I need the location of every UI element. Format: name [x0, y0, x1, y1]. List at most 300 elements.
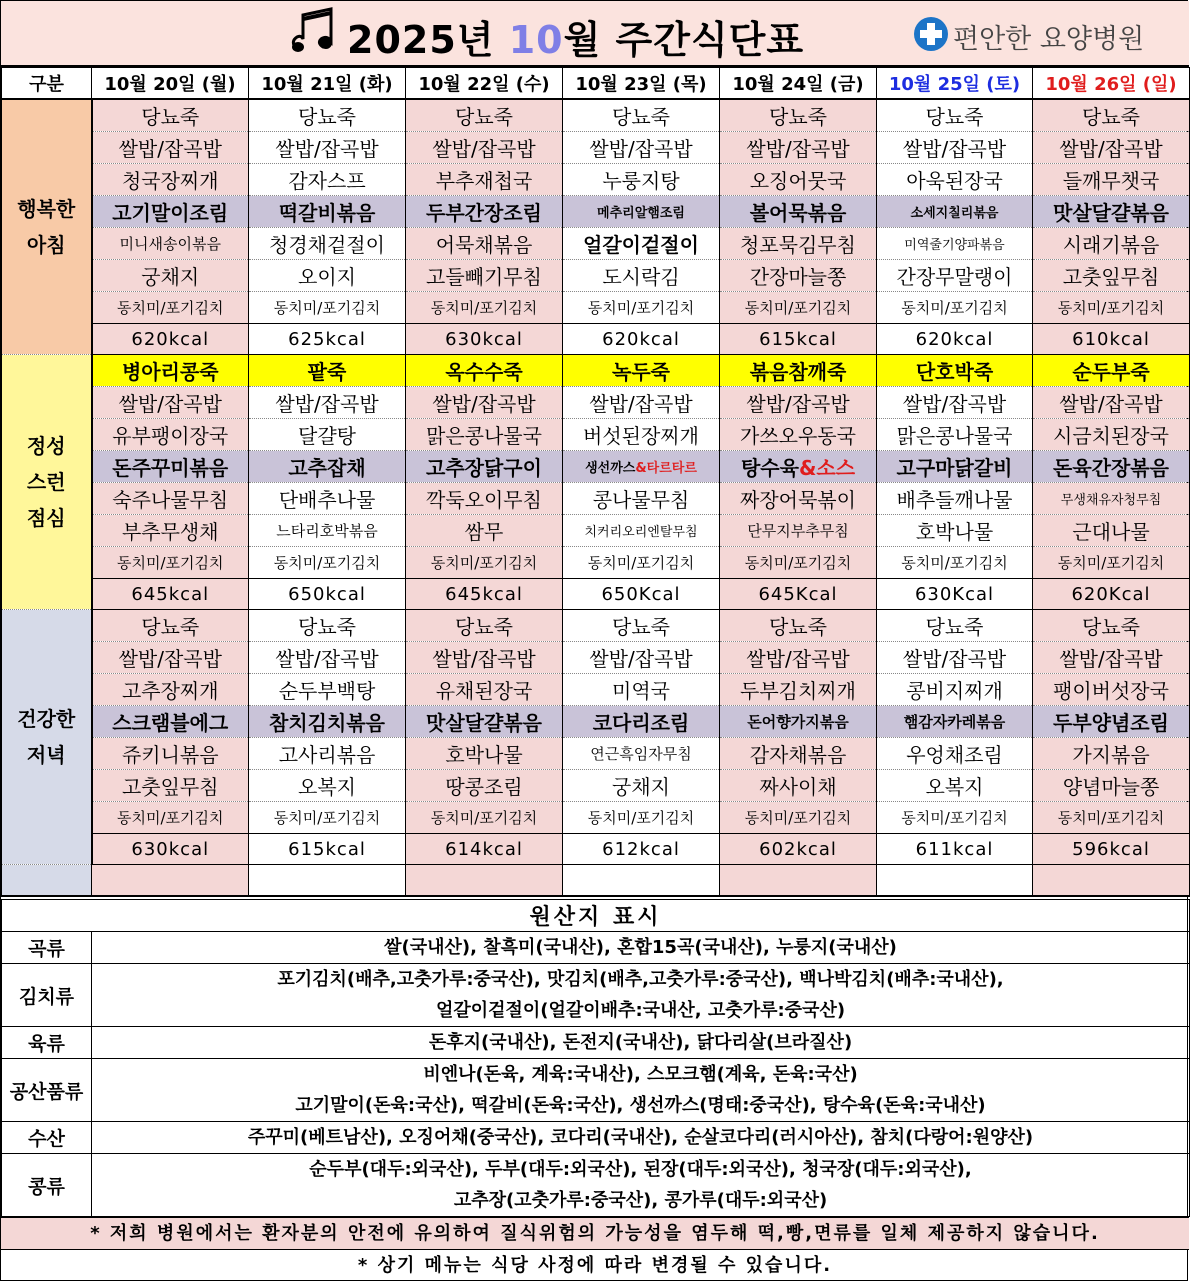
- menu-cell: [92, 99, 249, 132]
- menu-cell: [1033, 132, 1190, 164]
- menu-cell: [406, 451, 563, 483]
- menu-item: 동치미/포기김치: [587, 299, 695, 317]
- meal-label-line: 행복한: [17, 197, 76, 221]
- menu-cell: [1033, 387, 1190, 419]
- menu-item: 쌀밥/잡곡밥: [275, 137, 379, 161]
- menu-cell: [563, 132, 720, 164]
- menu-cell: [877, 706, 1033, 738]
- menu-cell: [877, 770, 1033, 802]
- menu-cell: [92, 706, 249, 738]
- menu-item: 동치미/포기김치: [1057, 299, 1165, 317]
- menu-item: 팥죽: [307, 360, 347, 384]
- menu-item: 쌀밥/잡곡밥: [902, 392, 1007, 416]
- breakfast-kcal-row: [2, 324, 1190, 355]
- notes: [1, 1217, 1189, 1281]
- menu-cell: [877, 547, 1033, 579]
- origin-category: 콩류: [2, 1154, 92, 1217]
- menu-cell: [249, 292, 406, 324]
- menu-item: 순두부죽: [1072, 360, 1150, 384]
- menu-item: 느타리호박볶음: [276, 522, 378, 540]
- menu-item: 콩비지찌개: [906, 679, 1003, 703]
- origin-category: 김치류: [2, 964, 92, 1027]
- menu-item: 쌀밥/잡곡밥: [1059, 392, 1163, 416]
- kcal-cell: 645kcal: [92, 579, 249, 610]
- spacer-cell: [1033, 865, 1190, 897]
- menu-cell: [92, 738, 249, 770]
- kcal-cell: 615kcal: [249, 834, 406, 865]
- origin-line: 얼갈이겉절이(얼갈이배추:국내산, 고춧가루:중국산): [435, 1000, 846, 1021]
- breakfast-label: [2, 99, 92, 355]
- menu-item: 떡갈비볶음: [278, 201, 376, 225]
- origin-row: [2, 1059, 1190, 1122]
- menu-cell: [406, 547, 563, 579]
- title-month: 10: [508, 18, 564, 62]
- menu-cell: [406, 770, 563, 802]
- menu-cell: [406, 483, 563, 515]
- kcal-cell: 645kcal: [406, 579, 563, 610]
- menu-item: 쌀밥/잡곡밥: [1059, 647, 1163, 671]
- menu-item: 미니새송이볶음: [119, 235, 221, 253]
- origin-row: [2, 1122, 1190, 1154]
- menu-cell: [877, 419, 1033, 451]
- menu-cell: [877, 642, 1033, 674]
- menu-cell: [720, 610, 877, 642]
- menu-cell: [406, 292, 563, 324]
- menu-item: 돈육간장볶음: [1053, 456, 1169, 480]
- menu-item: 청경채겉절이: [269, 233, 385, 257]
- title-bar: [1, 1, 1189, 67]
- dinner-row: [2, 770, 1190, 802]
- menu-cell: [406, 387, 563, 419]
- menu-item: 우엉채조림: [906, 743, 1003, 767]
- kcal-cell: 602kcal: [720, 834, 877, 865]
- hospital-name: 편안한 요양병원: [953, 24, 1145, 55]
- menu-cell: [92, 260, 249, 292]
- menu-cell: [92, 770, 249, 802]
- menu-cell: [563, 228, 720, 260]
- kcal-cell: 611kcal: [877, 834, 1033, 865]
- menu-item: 콩나물무침: [592, 488, 690, 512]
- menu-item: 당뇨죽: [141, 615, 200, 639]
- menu-item: 감자채볶음: [749, 743, 847, 767]
- menu-item: 궁채지: [141, 265, 200, 289]
- menu-item: 동치미/포기김치: [901, 554, 1008, 572]
- origin-detail: [92, 1122, 1190, 1154]
- menu-cell: [1033, 547, 1190, 579]
- menu-cell: [1033, 292, 1190, 324]
- kcal-cell: 596kcal: [1033, 834, 1190, 865]
- title-year: 2025년: [347, 18, 509, 62]
- menu-item: 버섯된장찌개: [583, 424, 699, 448]
- menu-item: 쌀밥/잡곡밥: [432, 137, 536, 161]
- menu-cell: [249, 419, 406, 451]
- column-label: 구분: [2, 68, 92, 100]
- menu-item: 고추장닭구이: [426, 456, 542, 480]
- origin-line: 비엔나(돈육, 계육:국내산), 스모크햄(계육, 돈육:국산): [423, 1064, 858, 1085]
- menu-item: 부추재첩국: [435, 169, 533, 193]
- menu-item: 궁채지: [612, 775, 670, 799]
- breakfast-row: [2, 196, 1190, 228]
- kcal-cell: 614kcal: [406, 834, 563, 865]
- menu-cell: [249, 355, 406, 387]
- dinner-row: [2, 802, 1190, 834]
- menu-cell: [1033, 515, 1190, 547]
- menu-item: 동치미/포기김치: [744, 299, 852, 317]
- menu-item: 부추무생채: [121, 520, 219, 544]
- menu-item: 쌀밥/잡곡밥: [902, 137, 1007, 161]
- lunch-kcal-row: [2, 579, 1190, 610]
- menu-item: 돈어향가지볶음: [747, 713, 849, 731]
- header-row: [2, 68, 1190, 100]
- menu-item: 당뇨죽: [141, 105, 200, 129]
- origin-detail: [92, 1154, 1190, 1217]
- origin-heading-row: [2, 900, 1190, 932]
- menu-item: 쌀밥/잡곡밥: [589, 647, 693, 671]
- menu-item: 오이지: [298, 265, 356, 289]
- menu-item: 당뇨죽: [455, 615, 513, 639]
- menu-cell: [249, 483, 406, 515]
- menu-cell: [563, 515, 720, 547]
- menu-item: 짜사이채: [759, 775, 837, 799]
- menu-cell: [249, 228, 406, 260]
- menu-cell: [720, 483, 877, 515]
- menu-item: 숙주나물무침: [112, 488, 229, 512]
- menu-item: 동치미/포기김치: [117, 554, 224, 572]
- menu-cell: [563, 770, 720, 802]
- meal-label-line: 정성: [26, 434, 66, 458]
- dinner-row: [2, 706, 1190, 738]
- menu-item: 시래기볶음: [1062, 233, 1160, 257]
- menu-cell: [720, 802, 877, 834]
- menu-cell: [563, 706, 720, 738]
- page-title: [347, 9, 804, 64]
- menu-item: 햄감자카레볶음: [903, 713, 1006, 731]
- menu-item: 병아리콩죽: [121, 360, 219, 384]
- menu-item: 달걀탕: [298, 424, 356, 448]
- menu-item: 동치미/포기김치: [273, 809, 381, 827]
- origin-table: [1, 899, 1190, 1217]
- menu-cell: [406, 642, 563, 674]
- menu-item: 동치미/포기김치: [587, 809, 695, 827]
- menu-item: 간장마늘쫑: [749, 265, 847, 289]
- menu-item: 고춧잎무침: [1062, 265, 1160, 289]
- menu-cell: [877, 802, 1033, 834]
- menu-cell: [249, 515, 406, 547]
- menu-item: 단무지부추무침: [747, 522, 849, 540]
- menu-cell: [249, 770, 406, 802]
- menu-item: 청국장찌개: [121, 169, 219, 193]
- menu-item: 고사리볶음: [278, 743, 376, 767]
- menu-cell: [877, 99, 1033, 132]
- breakfast-row: [2, 132, 1190, 164]
- spacer-cell: [249, 865, 406, 897]
- menu-item: 당뇨죽: [925, 615, 984, 639]
- note-safety: * 저희 병원에서는 환자분의 안전에 유의하여 질식위험의 가능성을 염두해 떡,빵,면류를 일체 제공하지 않습니다.: [1, 1217, 1189, 1249]
- menu-cell: [406, 196, 563, 228]
- menu-cell: [877, 164, 1033, 196]
- menu-item: 짜장어묵볶이: [740, 488, 856, 512]
- meal-label-line: 아침: [26, 233, 66, 257]
- menu-cell: [720, 228, 877, 260]
- menu-cell: [720, 419, 877, 451]
- kcal-cell: 630Kcal: [877, 579, 1033, 610]
- origin-line: 쌀(국내산), 찰흑미(국내산), 혼합15곡(국내산), 누룽지(국내산): [384, 937, 897, 958]
- menu-item: 참치김치볶음: [269, 711, 385, 735]
- menu-item: 유채된장국: [435, 679, 533, 703]
- menu-cell: [877, 387, 1033, 419]
- meal-label-line: 건강한: [17, 707, 76, 731]
- menu-item: 당뇨죽: [455, 105, 513, 129]
- menu-item: 쌀밥/잡곡밥: [589, 137, 693, 161]
- kcal-cell: 630kcal: [92, 834, 249, 865]
- lunch-row: [2, 387, 1190, 419]
- menu-item: 당뇨죽: [1082, 105, 1140, 129]
- menu-item: 고기말이조림: [112, 201, 229, 225]
- menu-cell: [720, 260, 877, 292]
- menu-item: 깍둑오이무침: [426, 488, 542, 512]
- menu-cell: [877, 451, 1033, 483]
- menu-cell: [563, 164, 720, 196]
- menu-item: 스크램블에그: [112, 711, 229, 735]
- origin-row: [2, 1027, 1190, 1059]
- menu-item: 누룽지탕: [602, 169, 680, 193]
- menu-cell: [563, 610, 720, 642]
- menu-item: 동치미/포기김치: [273, 554, 381, 572]
- menu-cell: [1033, 260, 1190, 292]
- lunch-row: [2, 483, 1190, 515]
- menu-cell: [92, 642, 249, 674]
- menu-item: 배추들깨나물: [896, 488, 1013, 512]
- menu-cell: [1033, 451, 1190, 483]
- menu-item: 동치미/포기김치: [744, 554, 852, 572]
- menu-cell: [720, 387, 877, 419]
- origin-category: 수산: [2, 1122, 92, 1154]
- menu-cell: [563, 387, 720, 419]
- menu-cell: [1033, 419, 1190, 451]
- menu-item: 소세지칠리볶음: [910, 206, 999, 221]
- menu-item: 생선까스: [585, 461, 636, 476]
- menu-item: 쌀밥/잡곡밥: [746, 392, 850, 416]
- menu-cell: [1033, 738, 1190, 770]
- menu-item: 땅콩조림: [445, 775, 523, 799]
- dinner-kcal-row: [2, 834, 1190, 865]
- menu-item: 탕수육: [740, 456, 799, 480]
- kcal-cell: 620kcal: [877, 324, 1033, 355]
- menu-cell: [249, 164, 406, 196]
- menu-item: 쌈무: [464, 520, 504, 544]
- menu-cell: [563, 419, 720, 451]
- meal-label-line: 스런: [26, 470, 66, 494]
- menu-item: 동치미/포기김치: [1057, 809, 1165, 827]
- menu-cell: [406, 515, 563, 547]
- menu-item: 볶음참깨죽: [749, 360, 847, 384]
- menu-item: 녹두죽: [612, 360, 670, 384]
- menu-cell: [1033, 770, 1190, 802]
- menu-item: 미역국: [612, 679, 670, 703]
- menu-cell: [1033, 99, 1190, 132]
- menu-item: 당뇨죽: [612, 105, 670, 129]
- menu-cell: [406, 260, 563, 292]
- dinner-row: [2, 642, 1190, 674]
- menu-cell: [720, 451, 877, 483]
- menu-item: 호박나물: [445, 743, 523, 767]
- menu-item: 고추잡채: [288, 456, 366, 480]
- menu-item: 쌀밥/잡곡밥: [118, 137, 222, 161]
- day-header-sunday: 10월 26일 (일): [1033, 68, 1190, 100]
- menu-item-extra: &타르타르: [635, 461, 697, 476]
- menu-item: 코다리조림: [592, 711, 690, 735]
- menu-cell: [249, 738, 406, 770]
- origin-row: [2, 1154, 1190, 1217]
- menu-item: 두부김치찌개: [740, 679, 856, 703]
- day-header: 10월 20일 (월): [92, 68, 249, 100]
- menu-cell: [720, 99, 877, 132]
- menu-item: 쌀밥/잡곡밥: [275, 647, 379, 671]
- meal-label-line: 저녁: [26, 743, 66, 767]
- menu-item: 볼어묵볶음: [749, 201, 847, 225]
- menu-cell: [720, 674, 877, 706]
- menu-cell: [877, 674, 1033, 706]
- menu-cell: [877, 515, 1033, 547]
- lunch-row: [2, 419, 1190, 451]
- day-header: 10월 22일 (수): [406, 68, 563, 100]
- menu-cell: [1033, 164, 1190, 196]
- day-header: 10월 23일 (목): [563, 68, 720, 100]
- breakfast-row: [2, 292, 1190, 324]
- menu-cell: [563, 802, 720, 834]
- weekly-menu-table: [1, 67, 1190, 897]
- day-header: 10월 24일 (금): [720, 68, 877, 100]
- kcal-cell: 625kcal: [249, 324, 406, 355]
- menu-cell: [92, 387, 249, 419]
- menu-item: 고들빼기무침: [426, 265, 542, 289]
- menu-cell: [92, 515, 249, 547]
- menu-item: 당뇨죽: [298, 105, 356, 129]
- breakfast-row: [2, 164, 1190, 196]
- menu-cell: [406, 674, 563, 706]
- menu-cell: [563, 483, 720, 515]
- menu-cell: [1033, 802, 1190, 834]
- menu-item: 고춧잎무침: [121, 775, 219, 799]
- menu-item: 쌀밥/잡곡밥: [118, 647, 222, 671]
- menu-item: 도시락김: [602, 265, 680, 289]
- lunch-row: [2, 547, 1190, 579]
- menu-cell: [877, 292, 1033, 324]
- menu-item: 가쓰오우동국: [740, 424, 856, 448]
- menu-item: 동치미/포기김치: [901, 809, 1008, 827]
- menu-cell: [1033, 483, 1190, 515]
- menu-item: 유부팽이장국: [112, 424, 229, 448]
- menu-cell: [720, 164, 877, 196]
- menu-item: 오복지: [925, 775, 984, 799]
- kcal-cell: 620kcal: [92, 324, 249, 355]
- menu-item: 동치미/포기김치: [117, 299, 224, 317]
- origin-line: 주꾸미(베트남산), 오징어채(중국산), 코다리(국내산), 순살코다리(러시아산), 참치(다랑어:원양산): [247, 1127, 1034, 1148]
- menu-item: 들깨무챗국: [1062, 169, 1160, 193]
- origin-category: 곡류: [2, 932, 92, 964]
- menu-item: 치커리오리엔탈무침: [584, 525, 698, 540]
- spacer-cell: [877, 865, 1033, 897]
- menu-item-extra: &소스: [798, 456, 856, 480]
- kcal-cell: 610kcal: [1033, 324, 1190, 355]
- menu-item: 당뇨죽: [769, 105, 827, 129]
- menu-item: 당뇨죽: [925, 105, 984, 129]
- menu-cell: [563, 355, 720, 387]
- menu-item: 쌀밥/잡곡밥: [1059, 137, 1163, 161]
- menu-item: 호박나물: [915, 520, 994, 544]
- menu-body: [2, 99, 1190, 896]
- menu-item: 가지볶음: [1072, 743, 1150, 767]
- menu-item: 맑은콩나물국: [896, 424, 1013, 448]
- kcal-cell: 645Kcal: [720, 579, 877, 610]
- menu-item: 미역줄기양파볶음: [904, 238, 1005, 253]
- menu-cell: [563, 642, 720, 674]
- menu-item: 고구마닭갈비: [896, 456, 1013, 480]
- menu-cell: [720, 738, 877, 770]
- menu-cell: [563, 674, 720, 706]
- medical-cross-icon: [913, 16, 949, 52]
- menu-cell: [877, 196, 1033, 228]
- menu-item: 두부양념조림: [1053, 711, 1169, 735]
- menu-cell: [1033, 355, 1190, 387]
- menu-item: 쌀밥/잡곡밥: [746, 137, 850, 161]
- origin-line: 포기김치(배추,고춧가루:중국산), 맛김치(배추,고춧가루:중국산), 백나박김치(배추:국내산),: [277, 969, 1004, 990]
- day-header-saturday: 10월 25일 (토): [877, 68, 1033, 100]
- menu-cell: [406, 419, 563, 451]
- menu-item: 근대나물: [1072, 520, 1150, 544]
- menu-item: 쌀밥/잡곡밥: [589, 392, 693, 416]
- music-note-icon: [287, 7, 343, 59]
- menu-item: 쌀밥/잡곡밥: [432, 392, 536, 416]
- menu-cell: [249, 547, 406, 579]
- menu-cell: [92, 164, 249, 196]
- menu-cell: [1033, 674, 1190, 706]
- menu-cell: [720, 292, 877, 324]
- menu-item: 동치미/포기김치: [587, 554, 695, 572]
- menu-cell: [720, 547, 877, 579]
- lunch-row: [2, 515, 1190, 547]
- dinner-row: [2, 674, 1190, 706]
- menu-cell: [249, 642, 406, 674]
- menu-item: 동치미/포기김치: [901, 299, 1008, 317]
- menu-item: 맛살달걀볶음: [426, 711, 542, 735]
- menu-cell: [406, 132, 563, 164]
- menu-cell: [877, 228, 1033, 260]
- menu-cell: [249, 674, 406, 706]
- menu-item: 동치미/포기김치: [430, 299, 538, 317]
- menu-item: 쥬키니볶음: [121, 743, 219, 767]
- menu-item: 팽이버섯장국: [1053, 679, 1169, 703]
- menu-item: 동치미/포기김치: [430, 809, 538, 827]
- menu-item: 시금치된장국: [1053, 424, 1169, 448]
- menu-item: 동치미/포기김치: [1057, 554, 1165, 572]
- menu-item: 청포묵김무침: [740, 233, 856, 257]
- menu-cell: [563, 99, 720, 132]
- menu-cell: [406, 228, 563, 260]
- menu-cell: [563, 196, 720, 228]
- menu-cell: [720, 132, 877, 164]
- menu-cell: [563, 451, 720, 483]
- origin-detail: [92, 932, 1190, 964]
- breakfast-row: [2, 228, 1190, 260]
- menu-item: 두부간장조림: [426, 201, 542, 225]
- menu-item: 당뇨죽: [769, 615, 827, 639]
- menu-item: 어묵채볶음: [435, 233, 533, 257]
- menu-item: 오징어뭇국: [749, 169, 847, 193]
- menu-item: 단배추나물: [278, 488, 376, 512]
- menu-item: 연근흑임자무침: [590, 745, 692, 763]
- note-change: * 상기 메뉴는 식당 사정에 따라 변경될 수 있습니다.: [1, 1249, 1189, 1281]
